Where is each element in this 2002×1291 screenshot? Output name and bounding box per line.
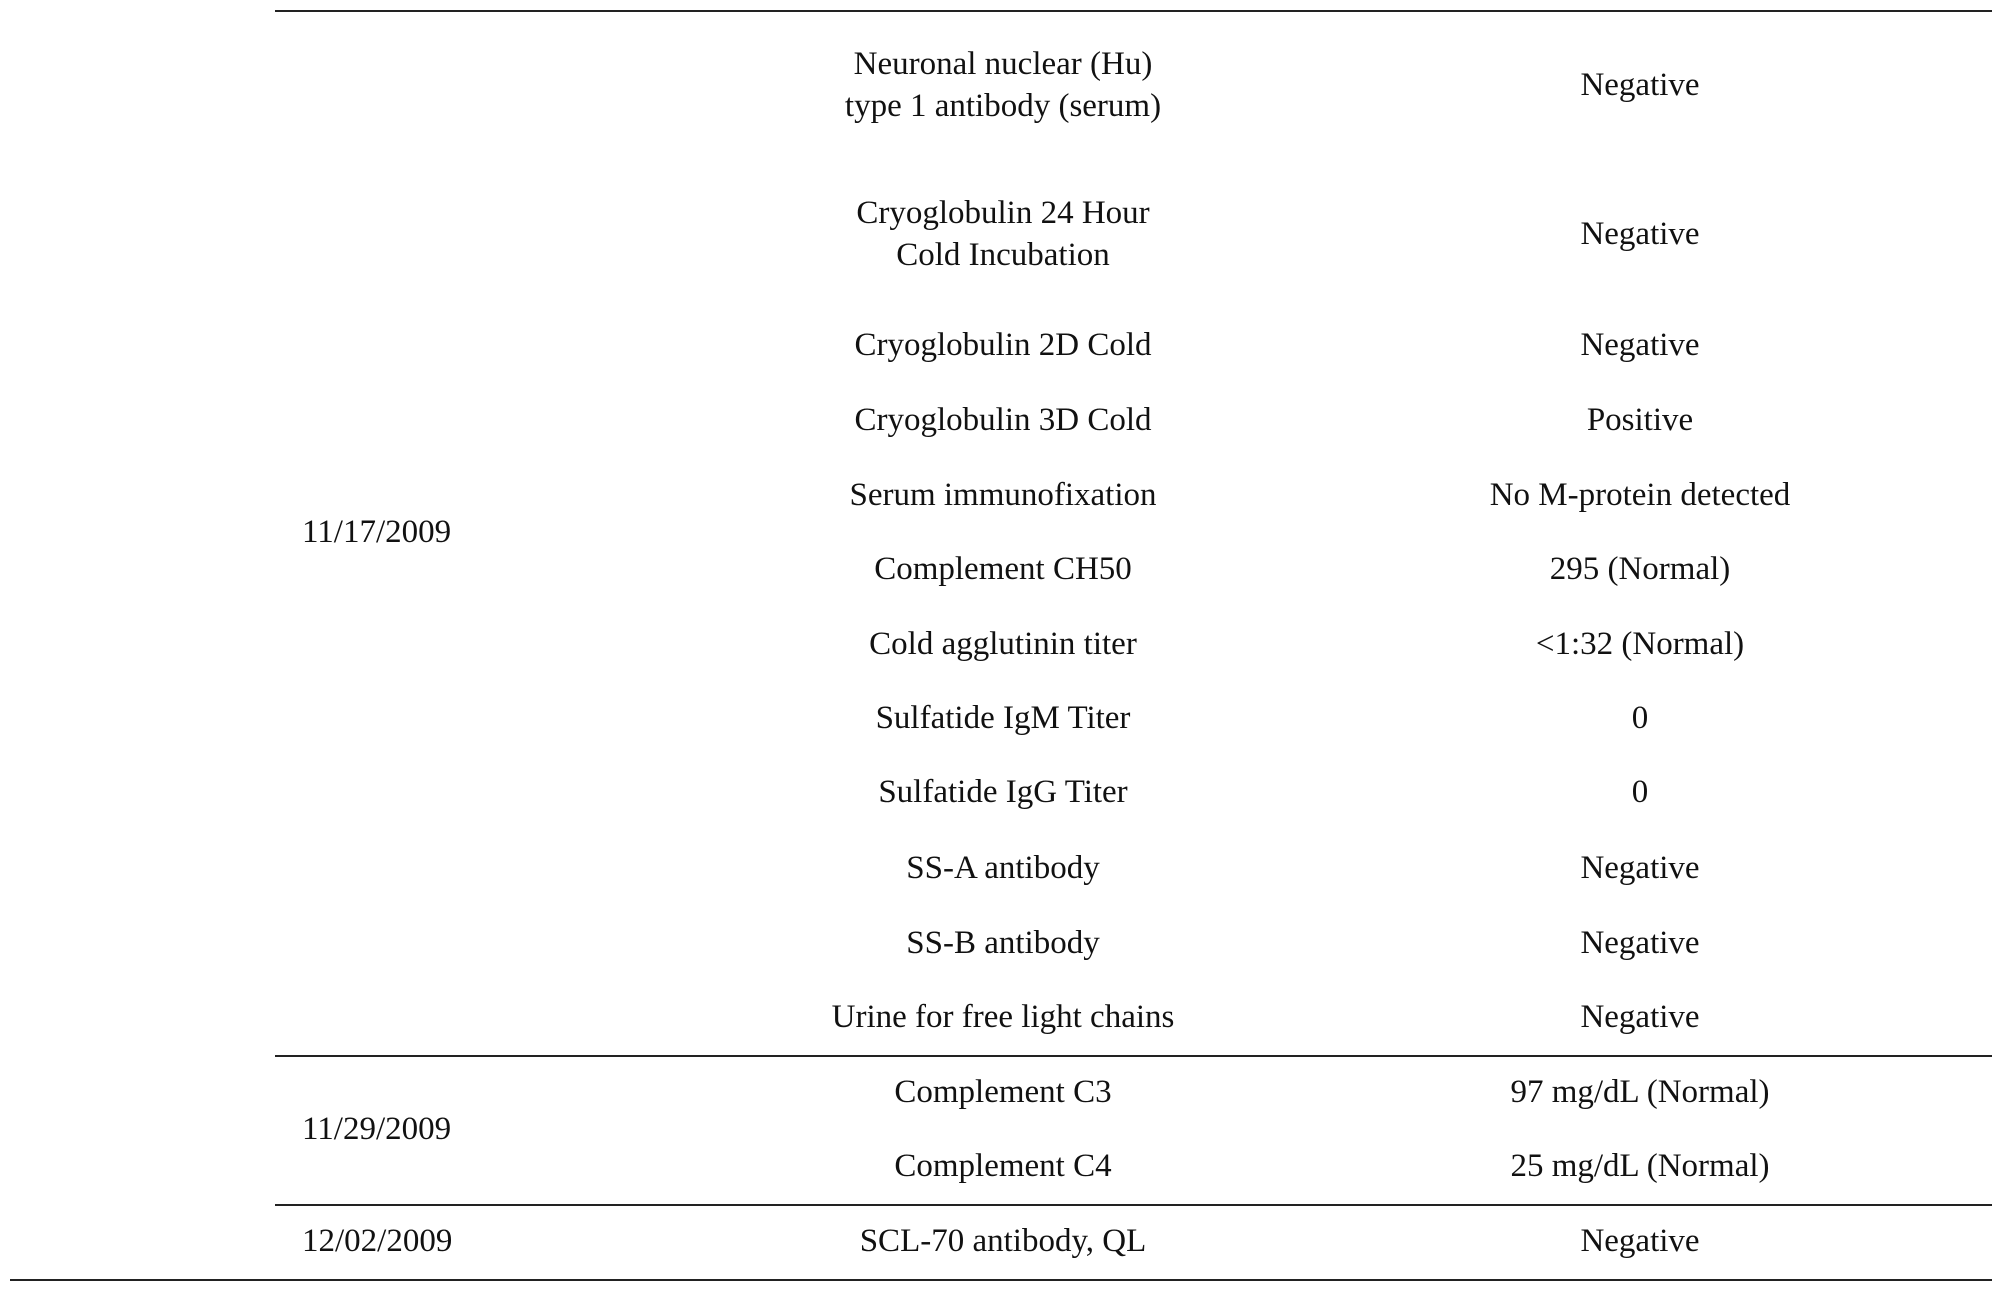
result-cell: 0 xyxy=(1631,774,1649,810)
test-name-cell: SS-A antibody xyxy=(906,850,1100,886)
result-cell: Negative xyxy=(1580,67,1700,103)
result-cell: No M-protein detected xyxy=(1489,477,1791,513)
test-name-cell: Complement CH50 xyxy=(874,551,1132,587)
result-cell: Positive xyxy=(1586,402,1694,438)
table-bottom-rule xyxy=(10,1279,1992,1281)
result-cell: Negative xyxy=(1580,999,1700,1035)
group-separator-rule xyxy=(275,1204,1992,1206)
test-name-cell: SCL-70 antibody, QL xyxy=(859,1223,1147,1259)
result-cell: 0 xyxy=(1631,700,1649,736)
table-top-rule xyxy=(275,10,1992,12)
result-cell: Negative xyxy=(1580,850,1700,886)
date-cell: 12/02/2009 xyxy=(302,1223,453,1259)
test-name-cell: Sulfatide IgM Titer xyxy=(875,700,1131,736)
test-name-cell: Urine for free light chains xyxy=(831,999,1175,1035)
test-name-cell: Cold agglutinin titer xyxy=(869,626,1137,662)
test-name-cell: Complement C4 xyxy=(894,1148,1112,1184)
test-name-cell: Cryoglobulin 2D Cold xyxy=(854,327,1152,363)
test-name-cell: Serum immunofixation xyxy=(849,477,1157,513)
result-cell: <1:32 (Normal) xyxy=(1535,626,1745,662)
test-name-cell: Neuronal nuclear (Hu) type 1 antibody (serum) xyxy=(844,46,1162,124)
test-name-cell: Sulfatide IgG Titer xyxy=(878,774,1128,810)
test-name-cell: Cryoglobulin 24 Hour Cold Incubation xyxy=(856,195,1150,273)
result-cell: Negative xyxy=(1580,327,1700,363)
result-cell: Negative xyxy=(1580,925,1700,961)
date-cell: 11/29/2009 xyxy=(302,1111,452,1147)
test-name-cell: Complement C3 xyxy=(894,1074,1112,1110)
result-cell: 97 mg/dL (Normal) xyxy=(1510,1074,1770,1110)
date-cell: 11/17/2009 xyxy=(302,514,452,550)
group-separator-rule xyxy=(275,1055,1992,1057)
test-name-cell: SS-B antibody xyxy=(906,925,1100,961)
result-cell: Negative xyxy=(1580,216,1700,252)
result-cell: 25 mg/dL (Normal) xyxy=(1510,1148,1770,1184)
result-cell: 295 (Normal) xyxy=(1549,551,1731,587)
test-name-cell: Cryoglobulin 3D Cold xyxy=(854,402,1152,438)
result-cell: Negative xyxy=(1580,1223,1700,1259)
